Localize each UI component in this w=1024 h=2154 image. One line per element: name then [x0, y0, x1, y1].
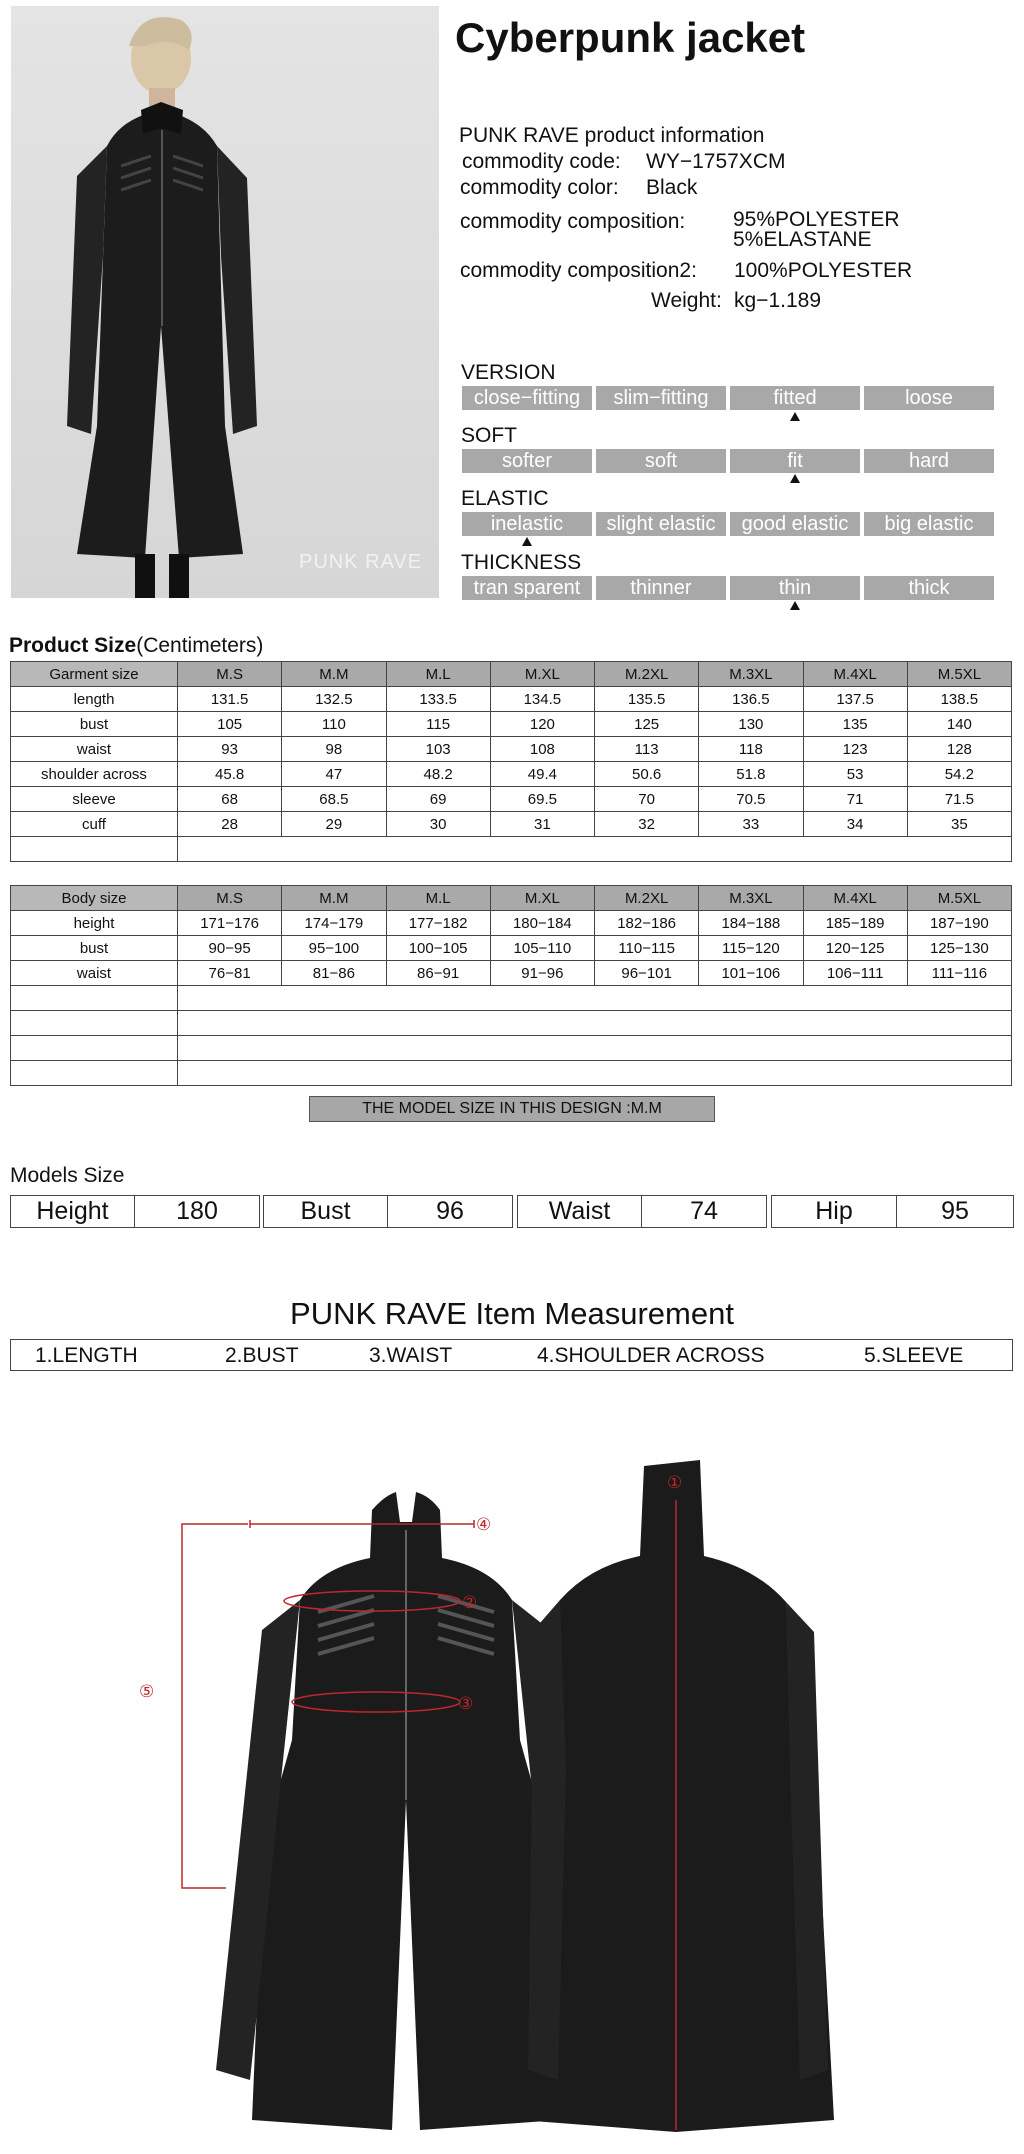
row-label: waist [11, 737, 178, 762]
table-cell: 174−179 [282, 911, 386, 936]
row-label: cuff [11, 812, 178, 837]
product-size-unit: (Centimeters) [136, 634, 264, 657]
row-label: length [11, 687, 178, 712]
table-cell: 71.5 [907, 787, 1011, 812]
marker-sleeve: ⑤ [139, 1682, 155, 1702]
table-cell: 133.5 [386, 687, 490, 712]
code-label: commodity code: [462, 150, 621, 173]
table-row [11, 687, 1012, 712]
scale-label-soft: SOFT [461, 424, 517, 447]
selected-indicator-arrow [790, 601, 800, 610]
selected-indicator-arrow [790, 412, 800, 421]
table-cell: 182−186 [595, 911, 699, 936]
table-cell: 50.6 [595, 762, 699, 787]
watermark-text: PUNK RAVE [299, 551, 423, 573]
scale-option: tran sparent [462, 576, 592, 600]
table-cell: 33 [699, 812, 803, 837]
table-cell: 81−86 [282, 961, 386, 986]
table-cell: 185−189 [803, 911, 907, 936]
product-photo [11, 6, 439, 598]
table-cell: 96−101 [595, 961, 699, 986]
info-heading: PUNK RAVE product information [459, 124, 765, 147]
model-measure-label: Waist [517, 1195, 642, 1228]
weight-value: kg−1.189 [734, 289, 821, 312]
model-measure-value: 96 [387, 1195, 513, 1228]
marker-length: ① [667, 1473, 683, 1493]
table-cell: 91−96 [490, 961, 594, 986]
table-row [11, 936, 1012, 961]
size-column-header: M.2XL [595, 662, 699, 687]
row-label: sleeve [11, 787, 178, 812]
table-cell: 138.5 [907, 687, 1011, 712]
composition2-value: 100%POLYESTER [734, 259, 913, 282]
table-cell: 131.5 [178, 687, 282, 712]
table-row [11, 762, 1012, 787]
size-column-header: M.S [178, 662, 282, 687]
composition2-label: commodity composition2: [460, 259, 697, 282]
product-size-title [9, 634, 263, 658]
model-measure-value: 74 [641, 1195, 767, 1228]
table-cell: 69.5 [490, 787, 594, 812]
table-cell: 30 [386, 812, 490, 837]
table-cell: 135 [803, 712, 907, 737]
model-wearing-jacket-image [11, 6, 439, 598]
product-title: Cyberpunk jacket [455, 14, 806, 61]
composition-label: commodity composition: [460, 210, 686, 233]
size-column-header: M.L [386, 886, 490, 911]
color-value: Black [646, 176, 698, 199]
size-column-header: M.4XL [803, 886, 907, 911]
size-column-header: M.4XL [803, 662, 907, 687]
table-cell: 135.5 [595, 687, 699, 712]
table-cell: 137.5 [803, 687, 907, 712]
table-cell: 118 [699, 737, 803, 762]
scale-label-elastic: ELASTIC [461, 487, 549, 510]
table-cell: 134.5 [490, 687, 594, 712]
table-row [11, 911, 1012, 936]
scale-option: inelastic [462, 512, 592, 536]
table-row [11, 787, 1012, 812]
size-column-header: M.5XL [907, 662, 1011, 687]
table-cell: 53 [803, 762, 907, 787]
legend-waist: 3.WAIST [369, 1344, 453, 1367]
scale-label-version: VERSION [461, 361, 556, 384]
table-cell: 171−176 [178, 911, 282, 936]
table-cell: 93 [178, 737, 282, 762]
table-cell: 115−120 [699, 936, 803, 961]
table-cell: 120−125 [803, 936, 907, 961]
table-cell: 123 [803, 737, 907, 762]
size-column-header: M.5XL [907, 886, 1011, 911]
table-cell: 115 [386, 712, 490, 737]
table-cell: 103 [386, 737, 490, 762]
size-column-header: M.M [282, 662, 386, 687]
product-size-heading: Product Size [9, 634, 137, 657]
scale-option: hard [864, 449, 994, 473]
table-cell: 111−116 [907, 961, 1011, 986]
table-cell: 130 [699, 712, 803, 737]
table-cell: 101−106 [699, 961, 803, 986]
blank-row [11, 1011, 1012, 1036]
table-cell: 110 [282, 712, 386, 737]
table-cell: 48.2 [386, 762, 490, 787]
scale-option: big elastic [864, 512, 994, 536]
table-cell: 98 [282, 737, 386, 762]
blank-row [11, 1061, 1012, 1086]
size-column-header: M.2XL [595, 886, 699, 911]
table-cell: 125−130 [907, 936, 1011, 961]
table-cell: 184−188 [699, 911, 803, 936]
selected-indicator-arrow [522, 537, 532, 546]
table-cell: 71 [803, 787, 907, 812]
model-measure-value: 95 [896, 1195, 1014, 1228]
table-row [11, 712, 1012, 737]
sleeve-measure-line [182, 1524, 248, 1888]
size-column-header: M.L [386, 662, 490, 687]
table-row [11, 961, 1012, 986]
table-cell: 35 [907, 812, 1011, 837]
table-cell: 86−91 [386, 961, 490, 986]
measurement-title: PUNK RAVE Item Measurement [290, 1296, 734, 1331]
table-cell: 106−111 [803, 961, 907, 986]
table-cell: 45.8 [178, 762, 282, 787]
table-cell: 32 [595, 812, 699, 837]
scale-option: softer [462, 449, 592, 473]
table-cell: 28 [178, 812, 282, 837]
row-label: bust [11, 936, 178, 961]
blank-row [11, 986, 1012, 1011]
table-cell: 51.8 [699, 762, 803, 787]
table-header-label: Body size [11, 886, 178, 911]
table-cell: 68 [178, 787, 282, 812]
composition-value-1: 95%POLYESTER [733, 208, 900, 231]
legend-sleeve: 5.SLEEVE [864, 1344, 964, 1367]
marker-bust: ② [462, 1593, 478, 1613]
selected-indicator-arrow [790, 474, 800, 483]
table-cell: 180−184 [490, 911, 594, 936]
table-cell: 132.5 [282, 687, 386, 712]
legend-bust: 2.BUST [225, 1344, 299, 1367]
weight-label: Weight: [651, 289, 722, 312]
table-cell: 136.5 [699, 687, 803, 712]
row-label: height [11, 911, 178, 936]
table-cell: 29 [282, 812, 386, 837]
row-label: shoulder across [11, 762, 178, 787]
code-value: WY−1757XCM [646, 150, 786, 173]
table-cell: 120 [490, 712, 594, 737]
scale-option: good elastic [730, 512, 860, 536]
models-size-title: Models Size [10, 1164, 125, 1187]
model-measure-label: Hip [771, 1195, 897, 1228]
table-row [11, 812, 1012, 837]
table-cell: 187−190 [907, 911, 1011, 936]
color-label: commodity color: [460, 176, 619, 199]
garment-size-table [10, 661, 1012, 862]
table-cell: 125 [595, 712, 699, 737]
table-header-label: Garment size [11, 662, 178, 687]
table-cell: 110−115 [595, 936, 699, 961]
scale-option: fit [730, 449, 860, 473]
table-cell: 49.4 [490, 762, 594, 787]
table-cell: 113 [595, 737, 699, 762]
coat-back-image [520, 1460, 834, 2132]
scale-label-thickness: THICKNESS [461, 551, 582, 574]
scale-option: slim−fitting [596, 386, 726, 410]
measurement-diagram [0, 1440, 1024, 2140]
scale-option: soft [596, 449, 726, 473]
scale-option: fitted [730, 386, 860, 410]
size-column-header: M.XL [490, 886, 594, 911]
size-column-header: M.3XL [699, 662, 803, 687]
table-cell: 95−100 [282, 936, 386, 961]
table-cell: 100−105 [386, 936, 490, 961]
legend-length: 1.LENGTH [35, 1344, 138, 1367]
table-cell: 105−110 [490, 936, 594, 961]
table-cell: 70.5 [699, 787, 803, 812]
table-cell: 140 [907, 712, 1011, 737]
table-row [11, 737, 1012, 762]
table-cell: 76−81 [178, 961, 282, 986]
scale-option: loose [864, 386, 994, 410]
table-cell: 70 [595, 787, 699, 812]
scale-option: thinner [596, 576, 726, 600]
scale-option: thin [730, 576, 860, 600]
table-cell: 108 [490, 737, 594, 762]
row-label: bust [11, 712, 178, 737]
table-cell: 177−182 [386, 911, 490, 936]
table-cell: 68.5 [282, 787, 386, 812]
table-cell: 90−95 [178, 936, 282, 961]
scale-option: close−fitting [462, 386, 592, 410]
scale-option: thick [864, 576, 994, 600]
table-cell: 47 [282, 762, 386, 787]
model-measure-label: Height [10, 1195, 135, 1228]
row-label: waist [11, 961, 178, 986]
scale-option: slight elastic [596, 512, 726, 536]
marker-waist: ③ [458, 1694, 474, 1714]
size-column-header: M.M [282, 886, 386, 911]
table-cell: 69 [386, 787, 490, 812]
model-measure-label: Bust [263, 1195, 388, 1228]
table-cell: 128 [907, 737, 1011, 762]
table-cell: 105 [178, 712, 282, 737]
model-measure-value: 180 [134, 1195, 260, 1228]
blank-row [11, 837, 1012, 862]
table-cell: 31 [490, 812, 594, 837]
legend-shoulder-across: 4.SHOULDER ACROSS [537, 1344, 765, 1367]
size-column-header: M.S [178, 886, 282, 911]
body-size-table [10, 885, 1012, 1086]
table-cell: 54.2 [907, 762, 1011, 787]
blank-row [11, 1036, 1012, 1061]
composition-value-2: 5%ELASTANE [733, 228, 872, 251]
table-cell: 34 [803, 812, 907, 837]
model-size-note: THE MODEL SIZE IN THIS DESIGN :M.M [309, 1096, 715, 1122]
marker-shoulder: ④ [476, 1515, 492, 1535]
measurement-legend [10, 1339, 1013, 1371]
size-column-header: M.3XL [699, 886, 803, 911]
size-column-header: M.XL [490, 662, 594, 687]
